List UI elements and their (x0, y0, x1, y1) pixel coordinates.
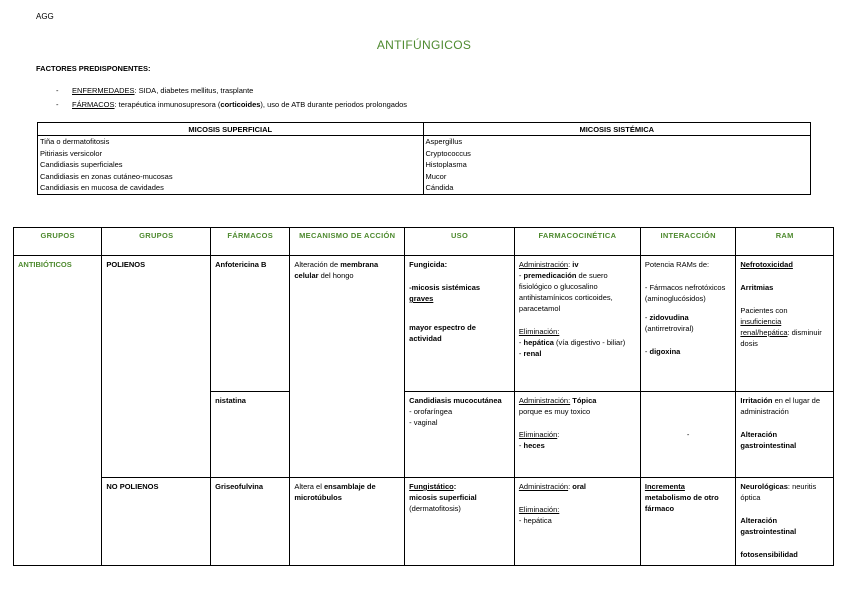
fc-adm-val: iv (572, 260, 579, 269)
fc-sep: : (568, 482, 573, 491)
micosis-superficial-header: MICOSIS SUPERFICIAL (38, 123, 424, 136)
fc-hep-bold: hepática (523, 338, 554, 347)
uso-micosis-superficial: micosis superficial (409, 493, 477, 502)
page-title: ANTIFÚNGICOS (376, 38, 472, 52)
mec-text: del hongo (318, 271, 354, 280)
dash: - (644, 313, 650, 322)
cell-mecanismo-anfo (290, 256, 405, 478)
fc-sep: : (568, 260, 573, 269)
uso-espectro: mayor espectro de actividad (409, 323, 476, 343)
mec-bold: ensamblaje de microtúbulos (294, 482, 376, 502)
uso-orofaringea: - orofaríngea (409, 407, 453, 416)
int-zido-bold: zidovudina (649, 313, 689, 322)
fc-elim-label: Eliminación (518, 430, 558, 439)
micosis-superficial-item: Candidiasis superficiales (38, 159, 424, 171)
fc-adm-val: oral (572, 482, 587, 491)
fc-administracion (519, 481, 636, 492)
cell-interaccion-nist: - (640, 392, 736, 478)
cell-uso-griseo (405, 478, 515, 566)
cell-uso-nist (405, 392, 515, 478)
author-initials: AGG (36, 12, 54, 21)
fc-renal (519, 348, 636, 359)
cell-ram-griseo (736, 478, 834, 566)
int-zidovudina (645, 312, 732, 334)
cell-antibioticos: ANTIBIÓTICOS (14, 256, 102, 566)
dash: - (518, 349, 524, 358)
fc-adm-label: Administración: (518, 396, 571, 405)
fc-adm-label: Administración (518, 260, 569, 269)
fc-pre-rest: de suero fisiológico o glucosalino antihistamínicos corticoides, paracetamol (518, 271, 613, 313)
int-digoxina (645, 346, 732, 357)
int-potencia: Potencia RAMs de: (644, 260, 710, 269)
factor-farmacos (56, 98, 407, 112)
cell-interaccion-griseo (640, 478, 736, 566)
fc-adm-label: Administración (518, 482, 569, 491)
ram-nefrotoxicidad: Nefrotoxicidad (740, 260, 793, 269)
uso-sep: : (453, 482, 457, 491)
farmacos-text-1: : terapéutica inmunosupresora ( (114, 100, 221, 109)
int-nefrotoxicos: - Fármacos nefrotóxicos (aminoglucósidos) (644, 283, 726, 303)
uso-vaginal: - vaginal (409, 418, 438, 427)
uso-fungicida: Fungicida: (409, 260, 448, 269)
ram-bold: Neurológicas (740, 482, 788, 491)
ram-fotosensibilidad: fotosensibilidad (740, 550, 798, 559)
header-ram: RAM (736, 228, 834, 256)
fc-administracion (519, 259, 636, 270)
header-mecanismo: MECANISMO DE ACCIÓN (290, 228, 405, 256)
fc-premedicacion (519, 270, 636, 314)
dash: - (518, 271, 524, 280)
ram-gastro: Alteración gastrointestinal (740, 430, 797, 450)
micosis-table (37, 122, 811, 195)
fc-pre-bold: premedicación (523, 271, 577, 280)
uso-fungistatico-label: Fungistático (409, 482, 454, 491)
header-farmacos: FÁRMACOS (211, 228, 290, 256)
ram-text: : disminuir dosis (740, 328, 822, 348)
cell-interaccion-anfo (640, 256, 736, 392)
enfermedades-text: : SIDA, diabetes mellitus, trasplante (134, 86, 254, 95)
ram-text: : neuritis óptica (740, 482, 817, 502)
cell-uso-anfo (405, 256, 515, 392)
uso-candidiasis: Candidiasis mucocutánea (409, 396, 502, 405)
cell-nistatina: nistatina (211, 392, 290, 478)
header-grupos-2: GRUPOS (102, 228, 211, 256)
fc-elim-label: Eliminación: (518, 327, 560, 336)
micosis-superficial-item: Candidiasis en mucosa de cavidades (38, 182, 424, 194)
fc-hep-rest: (vía digestivo - biliar) (553, 338, 626, 347)
table-row-anfotericina (14, 256, 834, 392)
cell-polienos: POLIENOS (102, 256, 211, 478)
ram-bold: Irritación (740, 396, 773, 405)
micosis-superficial-item: Candidiasis en zonas cutáneo-mucosas (38, 171, 424, 183)
header-uso: USO (405, 228, 515, 256)
factor-enfermedades (56, 84, 407, 98)
ram-insuficiencia (740, 305, 829, 349)
micosis-sistemica-item: Histoplasma (423, 159, 811, 171)
fc-adm-rest: porque es muy toxico (518, 407, 591, 416)
dash: - (518, 338, 524, 347)
fc-heces-bold: heces (523, 441, 545, 450)
fc-eliminacion (519, 429, 636, 440)
header-grupos: GRUPOS (14, 228, 102, 256)
cell-farmacocinetica-nist (514, 392, 640, 478)
table-header-row (14, 228, 834, 256)
factors-list (56, 84, 407, 112)
cell-mecanismo-griseo (290, 478, 405, 566)
uso-fungistatico (409, 481, 510, 492)
uso-micosis: -micosis sistémicas (409, 283, 481, 292)
mec-text: Alteración de (294, 260, 341, 269)
int-digoxina-bold: digoxina (649, 347, 681, 356)
farmacos-label: FÁRMACOS (72, 100, 115, 109)
antifungicos-table (13, 227, 834, 566)
cell-griseofulvina: Griseofulvina (211, 478, 290, 566)
mec-bold: membrana celular (294, 260, 379, 280)
int-zido-rest: (antirretroviral) (644, 324, 694, 333)
micosis-sistemica-item: Cryptococcus (423, 148, 811, 160)
int-metabolismo: metabolismo de otro fármaco (644, 493, 719, 513)
fc-hepatica (519, 337, 636, 348)
fc-hepatica: - hepática (518, 516, 552, 525)
fc-sep: : (557, 430, 560, 439)
fc-adm-val: Tópica (570, 396, 597, 405)
micosis-superficial-item: Tiña o dermatofitosis (38, 136, 424, 148)
fc-heces (519, 440, 636, 451)
cell-anfotericina: Anfotericina B (211, 256, 290, 392)
micosis-sistemica-item: Cándida (423, 182, 811, 194)
cell-ram-nist (736, 392, 834, 478)
dash: - (644, 347, 650, 356)
int-incrementa: Incrementa (644, 482, 685, 491)
ram-underlined: insuficiencia renal/hepática (740, 317, 788, 337)
ram-arritmias: Arritmias (740, 283, 774, 292)
micosis-superficial-item: Pitiriasis versicolor (38, 148, 424, 160)
fc-elim-label: Eliminación: (518, 505, 560, 514)
ram-gastro: Alteración gastrointestinal (740, 516, 797, 536)
ram-irritacion (740, 395, 829, 417)
fc-administracion (519, 395, 636, 406)
cell-no-polienos: NO POLIENOS (102, 478, 211, 566)
fc-ren-bold: renal (523, 349, 542, 358)
ram-text: en el lugar de administración (740, 396, 821, 416)
header-interaccion: INTERACCIÓN (640, 228, 736, 256)
ram-neurologicas (740, 481, 829, 503)
enfermedades-label: ENFERMEDADES (72, 86, 135, 95)
uso-graves: graves (409, 294, 434, 303)
cell-farmacocinetica-anfo (514, 256, 640, 392)
micosis-sistemica-item: Mucor (423, 171, 811, 183)
table-row-griseofulvina (14, 478, 834, 566)
ram-text: Pacientes con (740, 306, 788, 315)
factors-heading: FACTORES PREDISPONENTES: (36, 64, 151, 73)
cell-ram-anfo (736, 256, 834, 392)
farmacos-text-2: ), uso de ATB durante periodos prolongados (260, 100, 408, 109)
micosis-sistemica-item: Aspergillus (423, 136, 811, 148)
cell-farmacocinetica-griseo (514, 478, 640, 566)
header-farmacocinetica: FARMACOCINÉTICA (514, 228, 640, 256)
farmacos-corticoides: corticoides (220, 100, 261, 109)
mec-text: Altera el (294, 482, 324, 491)
dash: - (518, 441, 524, 450)
uso-dermatofitosis: (dermatofitosis) (409, 504, 461, 513)
micosis-sistemica-header: MICOSIS SISTÉMICA (423, 123, 811, 136)
